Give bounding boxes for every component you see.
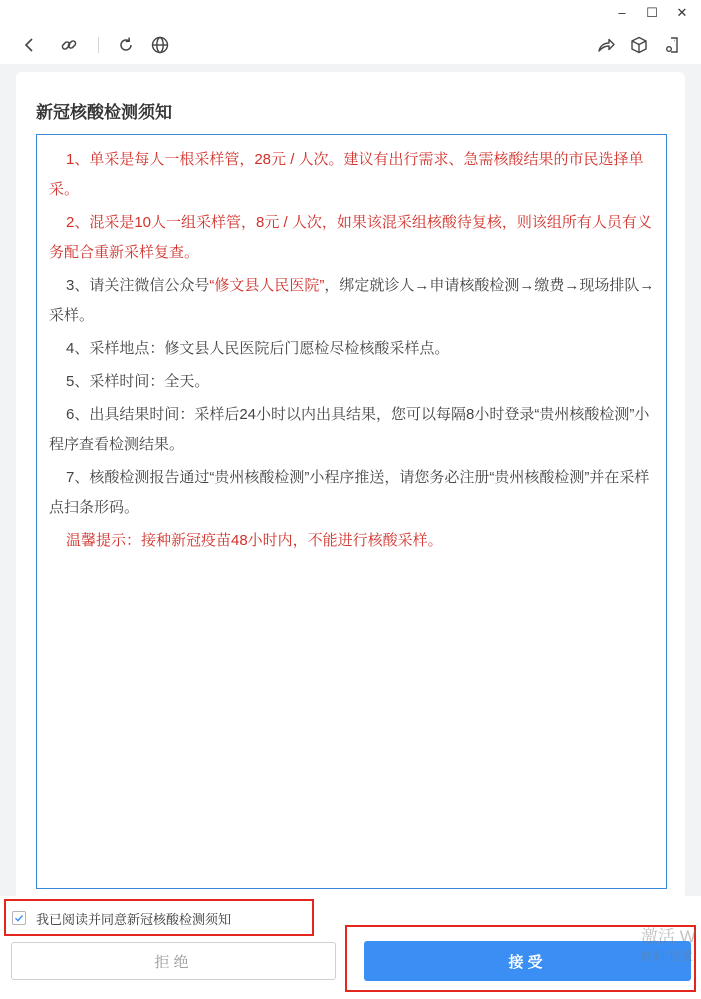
action-bar [0,896,701,999]
notice-item-1: 1、单采是每人一根采样管，28元 / 人次。建议有出行需求、急需核酸结果的市民选择单采。 [49,151,644,198]
warm-tip: 温馨提示：接种新冠疫苗48小时内，不能进行核酸采样。 [66,532,443,549]
notice-item-2: 2、混采是10人一组采样管，8元 / 人次，如果该混采组核酸待复核，则该组所有人员有义务配合重新采样复查。 [49,214,652,261]
notice-item-3-text: 3、请关注微信公众号 [66,277,210,294]
notice-card [16,72,685,900]
refresh-icon[interactable] [116,35,136,55]
cube-icon[interactable] [629,35,649,55]
back-icon[interactable] [19,35,39,55]
notice-content[interactable] [36,134,667,889]
annotation-box-agree [4,899,314,936]
close-button[interactable]: ✕ [676,5,688,20]
minimize-button[interactable]: – [618,5,626,20]
page-title: 新冠核酸检测须知 [36,103,172,122]
globe-icon[interactable] [150,35,170,55]
hospital-account-name: “修文县人民医院” [209,277,325,294]
notice-item-4: 4、采样地点：修文县人民医院后门愿检尽检核酸采样点。 [66,340,450,357]
reject-button[interactable]: 拒绝 [11,942,336,980]
share-icon[interactable] [596,35,616,55]
notice-item-7: 7、核酸检测报告通过“贵州核酸检测”小程序推送，请您务必注册“贵州核酸检测”并在采样点扫条形码。 [49,469,650,516]
agree-label: 我已阅读并同意新冠核酸检测须知 [36,911,232,927]
toolbar-divider [98,37,99,53]
window-title-bar [0,0,701,26]
link-icon[interactable] [59,35,79,55]
accept-button[interactable]: 接受 [364,941,691,981]
watermark-line-1: 激活 W [641,927,696,946]
notice-item-3 [49,271,656,331]
watermark-line-2: 转到“设置 [641,949,693,963]
toolbar [0,26,701,64]
notice-item-5: 5、采样时间：全天。 [66,373,210,390]
notice-item-6: 6、出具结果时间：采样后24小时以内出具结果，您可以每隔8小时登录“贵州核酸检测”小程序查看检测结果。 [49,406,650,453]
notice-item-3-text-end: ，绑定就诊人→申请核酸检测→缴费→现场排队→采样。 [49,277,655,324]
screenshot-icon[interactable] [662,35,682,55]
activation-watermark [641,926,701,964]
maximize-button[interactable]: ☐ [646,5,658,20]
